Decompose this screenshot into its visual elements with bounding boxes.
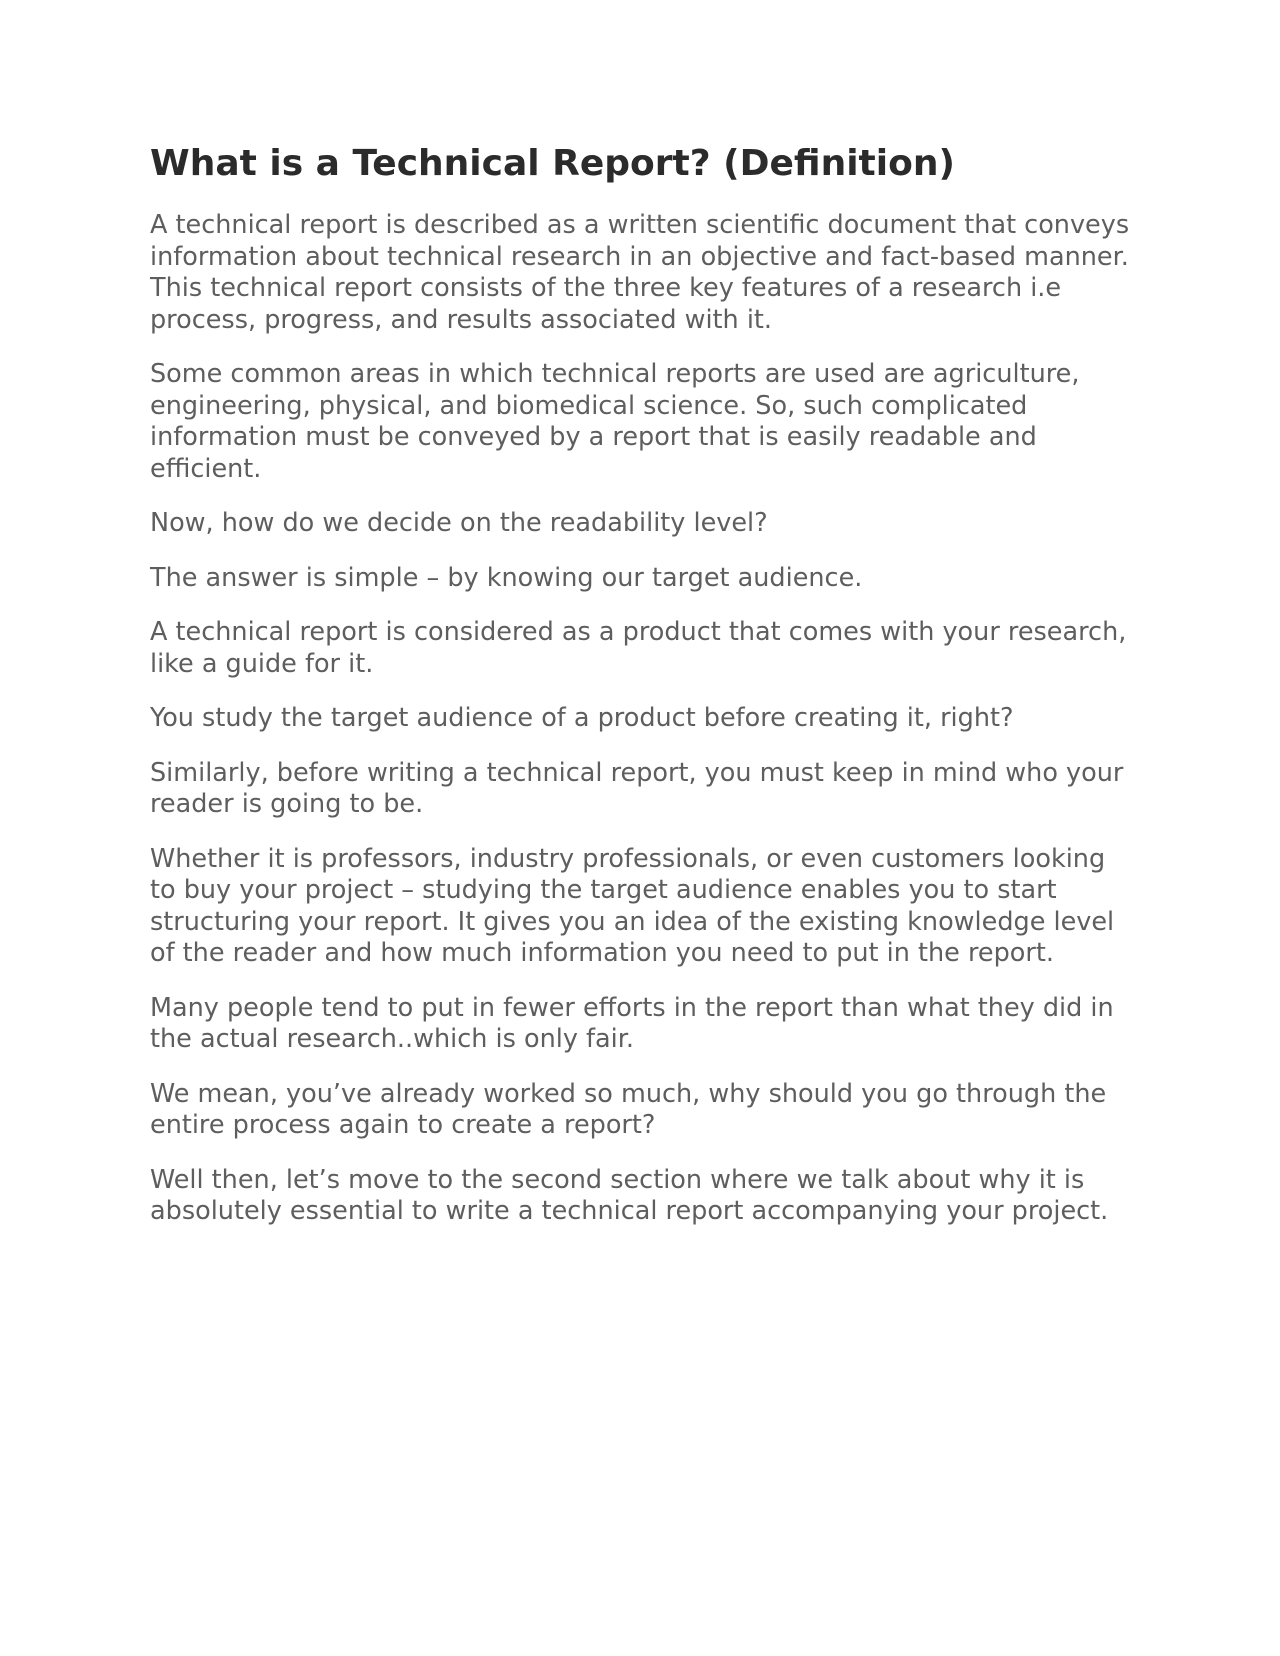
paragraph-whether: Whether it is professors, industry professionals, or even customers looking to buy your project – studying the target audience enables you to start structuring your report. It gives you an idea of the existing knowledge level of the reader and how much information you need to put in the report.: [150, 843, 1115, 968]
paragraph-answer: The answer is simple – by knowing our target audience.: [150, 562, 863, 593]
paragraph-similarly: Similarly, before writing a technical report, you must keep in mind who your reader is going to be.: [150, 757, 1124, 819]
document-page: [150, 142, 1130, 1251]
paragraph-well-then: Well then, let’s move to the second section where we talk about why it is absolutely essential to write a technical report accompanying your project.: [150, 1164, 1109, 1226]
document-title: What is a Technical Report? (Definition): [150, 143, 955, 184]
paragraph-readability-question: Now, how do we decide on the readability level?: [150, 508, 768, 538]
paragraph-definition: A technical report is described as a written scientific document that conveys information about technical research in an objective and fact-based manner. This technical report consists of the three key features of a research i.e process, progress, and results associated with it.: [150, 210, 1130, 335]
paragraph-we-mean: We mean, you’ve already worked so much, why should you go through the entire process again to create a report?: [150, 1078, 1107, 1140]
paragraph-common-areas: Some common areas in which technical reports are used are agriculture, engineering, physical, and biomedical science. So, such complicated information must be conveyed by a report that is easily readable and efficient.: [150, 359, 1080, 484]
paragraph-study-audience: You study the target audience of a product before creating it, right?: [150, 703, 1014, 733]
paragraph-fewer-efforts: Many people tend to put in fewer efforts in the report than what they did in the actual research..which is only fair.: [150, 992, 1114, 1054]
paragraph-product: A technical report is considered as a product that comes with your research, like a guide for it.: [150, 617, 1127, 679]
